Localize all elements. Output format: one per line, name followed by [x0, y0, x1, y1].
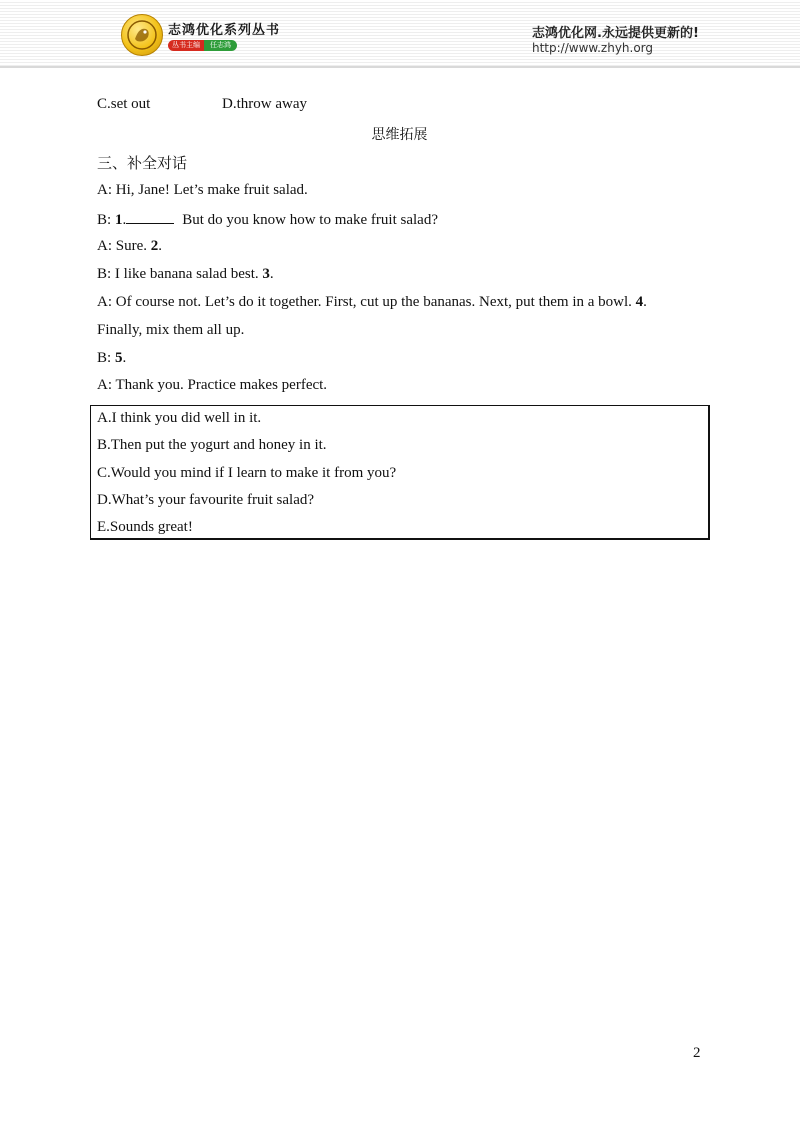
blank-dot: .: [122, 350, 127, 366]
logo-icon: [121, 14, 163, 56]
blank-dot: .: [643, 294, 647, 310]
blank-dot: .: [122, 212, 127, 228]
dialogue-line: [97, 238, 162, 255]
dialogue-line: [97, 294, 647, 311]
brand-sub-label: 丛书主编: [168, 40, 204, 51]
dialogue-line: [97, 350, 126, 367]
answer-options-box: [90, 405, 710, 540]
brand-subtitle: [168, 40, 237, 51]
part-heading: 三、补全对话: [97, 154, 188, 172]
site-url[interactable]: http://www.zhyh.org: [532, 41, 654, 55]
blank-number: 1: [114, 212, 123, 228]
answer-option-e: E.Sounds great!: [97, 519, 193, 535]
brand-title: 志鸿优化系列丛书: [168, 23, 281, 38]
prev-option-d: D.throw away: [222, 96, 307, 112]
dialogue-text: B: I like banana salad best.: [97, 266, 263, 282]
dialogue-line: A: Hi, Jane! Let’s make fruit salad.: [97, 182, 308, 198]
answer-blank[interactable]: [126, 210, 174, 224]
dialogue-line: [97, 210, 438, 229]
dialogue-line: Finally, mix them all up.: [97, 322, 245, 338]
dialogue-speaker: B:: [97, 350, 115, 366]
blank-dot: .: [158, 238, 162, 254]
section-title: 思维拓展: [371, 127, 428, 143]
dialogue-text: But do you know how to make fruit salad?: [182, 212, 438, 228]
brand-sub-editor: 任志鸿: [204, 40, 237, 51]
blank-number: 2: [150, 238, 159, 254]
dialogue-speaker: B:: [97, 212, 115, 228]
dialogue-line: [97, 266, 274, 283]
answer-option-d: D.What’s your favourite fruit salad?: [97, 492, 315, 508]
page-number: 2: [693, 1045, 701, 1061]
dialogue-line: A: Thank you. Practice makes perfect.: [97, 377, 328, 393]
page-header: [0, 0, 800, 68]
blank-number: 5: [114, 350, 123, 366]
blank-number: 4: [635, 294, 644, 310]
prev-option-c: C.set out: [97, 96, 151, 112]
answer-option-a: A.I think you did well in it.: [97, 410, 262, 426]
blank-dot: .: [269, 266, 274, 282]
dialogue-text: A: Of course not. Let’s do it together. First, cut up the bananas. Next, put them in a bowl.: [97, 294, 636, 310]
site-slogan: 志鸿优化网.永远提供更新的!: [532, 26, 699, 41]
dialogue-text: A: Sure.: [97, 238, 151, 254]
answer-option-b: B.Then put the yogurt and honey in it.: [97, 437, 327, 453]
blank-number: 3: [262, 266, 270, 282]
answer-option-c: C.Would you mind if I learn to make it from you?: [97, 465, 397, 481]
